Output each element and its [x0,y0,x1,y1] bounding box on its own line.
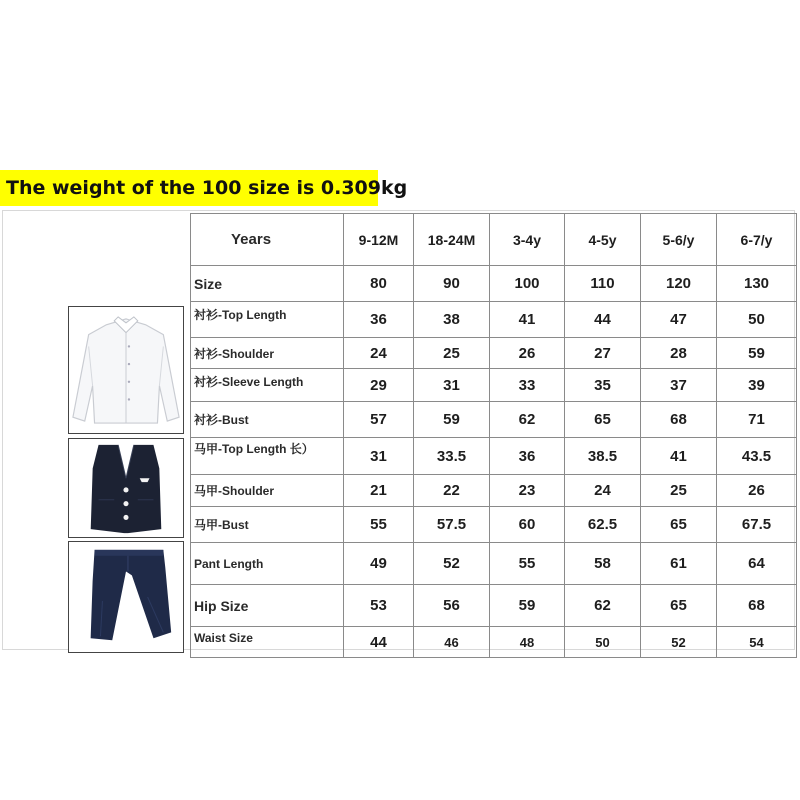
cell: 57.5 [414,507,490,543]
cell: 41 [490,302,565,338]
cell: 130 [717,266,797,302]
row-label: 衬衫-Top Length [191,302,344,338]
cell: 59 [490,585,565,627]
cell: 22 [414,475,490,507]
cell: 44 [565,302,641,338]
cell: 52 [414,543,490,585]
cell: 25 [414,338,490,369]
cell: 65 [641,585,717,627]
cell: 59 [717,338,797,369]
cell: 26 [717,475,797,507]
row-label: 马甲-Top Length 长） [191,438,344,475]
cell: 29 [344,369,414,402]
row-label: Pant Length [191,543,344,585]
cell: 48 [490,627,565,658]
cell: 37 [641,369,717,402]
row-label: 衬衫-Shoulder [191,338,344,369]
cell: 65 [641,507,717,543]
size-chart-table [190,213,797,658]
cell: 25 [641,475,717,507]
col-header: 9-12M [344,214,414,266]
cell: 47 [641,302,717,338]
vest-image [68,438,184,538]
cell: 38.5 [565,438,641,475]
cell: 65 [565,402,641,438]
col-header: 4-5y [565,214,641,266]
col-header: 6-7/y [717,214,797,266]
cell: 100 [490,266,565,302]
cell: 55 [490,543,565,585]
shirt-illustration [69,307,183,433]
header-row [191,214,797,266]
pants-illustration [69,542,183,652]
col-header: 5-6/y [641,214,717,266]
row-label: 衬衫-Sleeve Length [191,369,344,402]
cell: 50 [717,302,797,338]
cell: 39 [717,369,797,402]
table-row [191,438,797,475]
cell: 52 [641,627,717,658]
table-row [191,402,797,438]
cell: 68 [641,402,717,438]
cell: 38 [414,302,490,338]
cell: 44 [344,627,414,658]
cell: 59 [414,402,490,438]
cell: 53 [344,585,414,627]
cell: 61 [641,543,717,585]
weight-banner: The weight of the 100 size is 0.309kg [0,170,378,206]
cell: 26 [490,338,565,369]
table-row [191,507,797,543]
cell: 43.5 [717,438,797,475]
cell: 36 [344,302,414,338]
table-row [191,543,797,585]
cell: 49 [344,543,414,585]
cell: 55 [344,507,414,543]
table-row [191,369,797,402]
header-years-label: Years [191,214,344,266]
cell: 62.5 [565,507,641,543]
cell: 24 [565,475,641,507]
cell: 27 [565,338,641,369]
cell: 120 [641,266,717,302]
cell: 46 [414,627,490,658]
cell: 62 [565,585,641,627]
cell: 33.5 [414,438,490,475]
row-label: 马甲-Shoulder [191,475,344,507]
cell: 57 [344,402,414,438]
cell: 24 [344,338,414,369]
row-label: Waist Size [191,627,344,658]
row-label: Size [191,266,344,302]
pants-image [68,541,184,653]
table-row [191,585,797,627]
table-row [191,627,797,658]
cell: 80 [344,266,414,302]
cell: 21 [344,475,414,507]
cell: 50 [565,627,641,658]
cell: 110 [565,266,641,302]
cell: 58 [565,543,641,585]
size-chart-body [191,214,797,658]
cell: 31 [414,369,490,402]
table-row [191,475,797,507]
cell: 54 [717,627,797,658]
cell: 67.5 [717,507,797,543]
cell: 56 [414,585,490,627]
vest-illustration [69,439,183,537]
cell: 60 [490,507,565,543]
table-row [191,266,797,302]
cell: 31 [344,438,414,475]
cell: 62 [490,402,565,438]
row-label: 衬衫-Bust [191,402,344,438]
col-header: 18-24M [414,214,490,266]
cell: 28 [641,338,717,369]
cell: 35 [565,369,641,402]
col-header: 3-4y [490,214,565,266]
cell: 23 [490,475,565,507]
cell: 90 [414,266,490,302]
row-label: 马甲-Bust [191,507,344,543]
table-row [191,338,797,369]
cell: 71 [717,402,797,438]
cell: 68 [717,585,797,627]
shirt-image [68,306,184,434]
row-label: Hip Size [191,585,344,627]
cell: 64 [717,543,797,585]
table-row [191,302,797,338]
cell: 41 [641,438,717,475]
cell: 33 [490,369,565,402]
cell: 36 [490,438,565,475]
